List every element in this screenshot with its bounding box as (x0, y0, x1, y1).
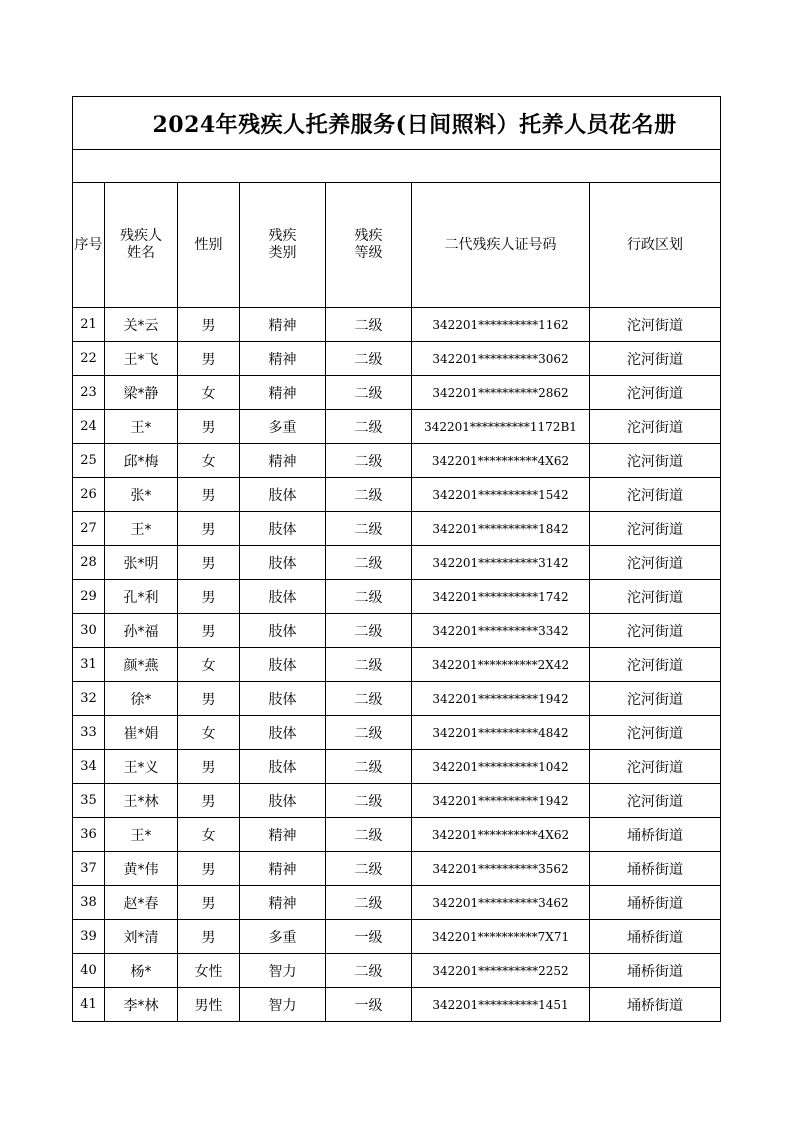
table-row (73, 682, 721, 716)
cell-gender: 男性 (178, 988, 240, 1022)
cell-district: 埇桥街道 (590, 988, 721, 1022)
cell-id: 342201**********1742 (412, 580, 590, 614)
cell-seq: 37 (73, 852, 105, 886)
cell-category: 精神 (240, 376, 326, 410)
cell-gender: 女 (178, 376, 240, 410)
cell-name: 徐* (105, 682, 178, 716)
table-row (73, 546, 721, 580)
cell-category: 肢体 (240, 784, 326, 818)
cell-category: 精神 (240, 308, 326, 342)
cell-name: 孔*利 (105, 580, 178, 614)
cell-gender: 男 (178, 410, 240, 444)
header-name: 残疾人 姓名 (105, 183, 178, 308)
cell-gender: 男 (178, 852, 240, 886)
cell-id: 342201**********1842 (412, 512, 590, 546)
cell-name: 张* (105, 478, 178, 512)
cell-district: 沱河街道 (590, 376, 721, 410)
table-row (73, 308, 721, 342)
cell-name: 王*义 (105, 750, 178, 784)
cell-id: 342201**********3342 (412, 614, 590, 648)
cell-level: 二级 (326, 954, 412, 988)
cell-id: 342201**********4X62 (412, 818, 590, 852)
cell-district: 沱河街道 (590, 784, 721, 818)
cell-seq: 22 (73, 342, 105, 376)
table-row (73, 410, 721, 444)
cell-gender: 男 (178, 512, 240, 546)
cell-category: 精神 (240, 818, 326, 852)
cell-name: 崔*娟 (105, 716, 178, 750)
table-row (73, 580, 721, 614)
cell-district: 埇桥街道 (590, 920, 721, 954)
cell-district: 沱河街道 (590, 750, 721, 784)
table-row (73, 886, 721, 920)
cell-level: 二级 (326, 342, 412, 376)
cell-id: 342201**********2X42 (412, 648, 590, 682)
cell-gender: 男 (178, 580, 240, 614)
cell-level: 二级 (326, 410, 412, 444)
cell-gender: 男 (178, 750, 240, 784)
header-category: 残疾 类别 (240, 183, 326, 308)
cell-gender: 男 (178, 920, 240, 954)
cell-category: 肢体 (240, 512, 326, 546)
cell-level: 二级 (326, 512, 412, 546)
cell-level: 二级 (326, 376, 412, 410)
cell-seq: 39 (73, 920, 105, 954)
cell-seq: 28 (73, 546, 105, 580)
cell-name: 赵*春 (105, 886, 178, 920)
cell-id: 342201**********2252 (412, 954, 590, 988)
cell-name: 王* (105, 410, 178, 444)
cell-gender: 男 (178, 342, 240, 376)
cell-name: 张*明 (105, 546, 178, 580)
cell-level: 二级 (326, 784, 412, 818)
cell-level: 二级 (326, 614, 412, 648)
cell-name: 杨* (105, 954, 178, 988)
cell-id: 342201**********3462 (412, 886, 590, 920)
header-seq: 序号 (73, 183, 105, 308)
cell-gender: 男 (178, 886, 240, 920)
cell-name: 黄*伟 (105, 852, 178, 886)
cell-name: 邱*梅 (105, 444, 178, 478)
cell-gender: 男 (178, 478, 240, 512)
cell-gender: 男 (178, 682, 240, 716)
cell-seq: 26 (73, 478, 105, 512)
table-row (73, 376, 721, 410)
table-row (73, 920, 721, 954)
cell-seq: 40 (73, 954, 105, 988)
cell-seq: 27 (73, 512, 105, 546)
cell-name: 颜*燕 (105, 648, 178, 682)
cell-seq: 25 (73, 444, 105, 478)
cell-category: 肢体 (240, 478, 326, 512)
cell-seq: 41 (73, 988, 105, 1022)
cell-category: 肢体 (240, 750, 326, 784)
cell-level: 二级 (326, 648, 412, 682)
cell-seq: 36 (73, 818, 105, 852)
cell-seq: 21 (73, 308, 105, 342)
cell-category: 精神 (240, 852, 326, 886)
cell-id: 342201**********4842 (412, 716, 590, 750)
cell-seq: 32 (73, 682, 105, 716)
cell-name: 孙*福 (105, 614, 178, 648)
cell-category: 多重 (240, 920, 326, 954)
header-level: 残疾 等级 (326, 183, 412, 308)
table-row (73, 784, 721, 818)
cell-district: 埇桥街道 (590, 886, 721, 920)
cell-id: 342201**********1172B1 (412, 410, 590, 444)
subtitle-row (73, 150, 721, 183)
table-row (73, 614, 721, 648)
cell-district: 沱河街道 (590, 648, 721, 682)
table-row (73, 716, 721, 750)
cell-category: 精神 (240, 342, 326, 376)
cell-id: 342201**********1942 (412, 784, 590, 818)
table-row (73, 478, 721, 512)
table-row (73, 818, 721, 852)
table-row (73, 342, 721, 376)
cell-level: 二级 (326, 818, 412, 852)
cell-id: 342201**********1542 (412, 478, 590, 512)
cell-seq: 33 (73, 716, 105, 750)
cell-category: 多重 (240, 410, 326, 444)
cell-district: 沱河街道 (590, 512, 721, 546)
cell-level: 二级 (326, 546, 412, 580)
cell-district: 沱河街道 (590, 546, 721, 580)
cell-name: 李*林 (105, 988, 178, 1022)
cell-level: 二级 (326, 682, 412, 716)
cell-gender: 男 (178, 546, 240, 580)
cell-name: 王*飞 (105, 342, 178, 376)
cell-id: 342201**********3142 (412, 546, 590, 580)
cell-category: 精神 (240, 444, 326, 478)
header-gender: 性别 (178, 183, 240, 308)
cell-gender: 女 (178, 716, 240, 750)
cell-district: 沱河街道 (590, 682, 721, 716)
header-district: 行政区划 (590, 183, 721, 308)
cell-id: 342201**********4X62 (412, 444, 590, 478)
cell-seq: 23 (73, 376, 105, 410)
cell-district: 沱河街道 (590, 716, 721, 750)
cell-district: 沱河街道 (590, 410, 721, 444)
cell-gender: 女 (178, 818, 240, 852)
cell-category: 肢体 (240, 716, 326, 750)
cell-gender: 男 (178, 784, 240, 818)
roster-sheet (72, 96, 720, 1022)
cell-id: 342201**********1942 (412, 682, 590, 716)
cell-level: 二级 (326, 580, 412, 614)
cell-id: 342201**********1451 (412, 988, 590, 1022)
cell-gender: 女性 (178, 954, 240, 988)
cell-gender: 女 (178, 648, 240, 682)
cell-name: 王* (105, 818, 178, 852)
cell-id: 342201**********1162 (412, 308, 590, 342)
cell-district: 沱河街道 (590, 444, 721, 478)
table-row (73, 648, 721, 682)
cell-name: 梁*静 (105, 376, 178, 410)
table-row (73, 512, 721, 546)
header-id: 二代残疾人证号码 (412, 183, 590, 308)
cell-name: 关*云 (105, 308, 178, 342)
cell-seq: 29 (73, 580, 105, 614)
cell-seq: 31 (73, 648, 105, 682)
cell-gender: 女 (178, 444, 240, 478)
cell-category: 智力 (240, 954, 326, 988)
cell-district: 埇桥街道 (590, 852, 721, 886)
cell-category: 肢体 (240, 682, 326, 716)
cell-id: 342201**********3562 (412, 852, 590, 886)
header-row (73, 183, 721, 308)
cell-level: 二级 (326, 444, 412, 478)
roster-table (72, 96, 721, 1022)
cell-seq: 35 (73, 784, 105, 818)
cell-id: 342201**********2862 (412, 376, 590, 410)
cell-name: 刘*清 (105, 920, 178, 954)
cell-district: 埇桥街道 (590, 818, 721, 852)
cell-level: 二级 (326, 852, 412, 886)
cell-seq: 34 (73, 750, 105, 784)
cell-level: 二级 (326, 886, 412, 920)
cell-id: 342201**********3062 (412, 342, 590, 376)
cell-category: 肢体 (240, 614, 326, 648)
table-row (73, 852, 721, 886)
cell-gender: 男 (178, 614, 240, 648)
cell-seq: 24 (73, 410, 105, 444)
cell-level: 一级 (326, 920, 412, 954)
cell-seq: 38 (73, 886, 105, 920)
table-row (73, 444, 721, 478)
cell-name: 王* (105, 512, 178, 546)
table-row (73, 988, 721, 1022)
cell-seq: 30 (73, 614, 105, 648)
table-row (73, 750, 721, 784)
cell-district: 沱河街道 (590, 342, 721, 376)
cell-id: 342201**********1042 (412, 750, 590, 784)
table-row (73, 954, 721, 988)
cell-district: 埇桥街道 (590, 954, 721, 988)
cell-category: 智力 (240, 988, 326, 1022)
cell-name: 王*林 (105, 784, 178, 818)
cell-category: 肢体 (240, 648, 326, 682)
cell-district: 沱河街道 (590, 614, 721, 648)
cell-gender: 男 (178, 308, 240, 342)
cell-level: 二级 (326, 308, 412, 342)
page-title: 2024年残疾人托养服务(日间照料）托养人员花名册 (73, 97, 721, 150)
cell-level: 一级 (326, 988, 412, 1022)
cell-category: 肢体 (240, 580, 326, 614)
cell-level: 二级 (326, 478, 412, 512)
cell-level: 二级 (326, 750, 412, 784)
cell-district: 沱河街道 (590, 580, 721, 614)
cell-category: 肢体 (240, 546, 326, 580)
cell-level: 二级 (326, 716, 412, 750)
cell-district: 沱河街道 (590, 308, 721, 342)
cell-category: 精神 (240, 886, 326, 920)
cell-id: 342201**********7X71 (412, 920, 590, 954)
cell-district: 沱河街道 (590, 478, 721, 512)
